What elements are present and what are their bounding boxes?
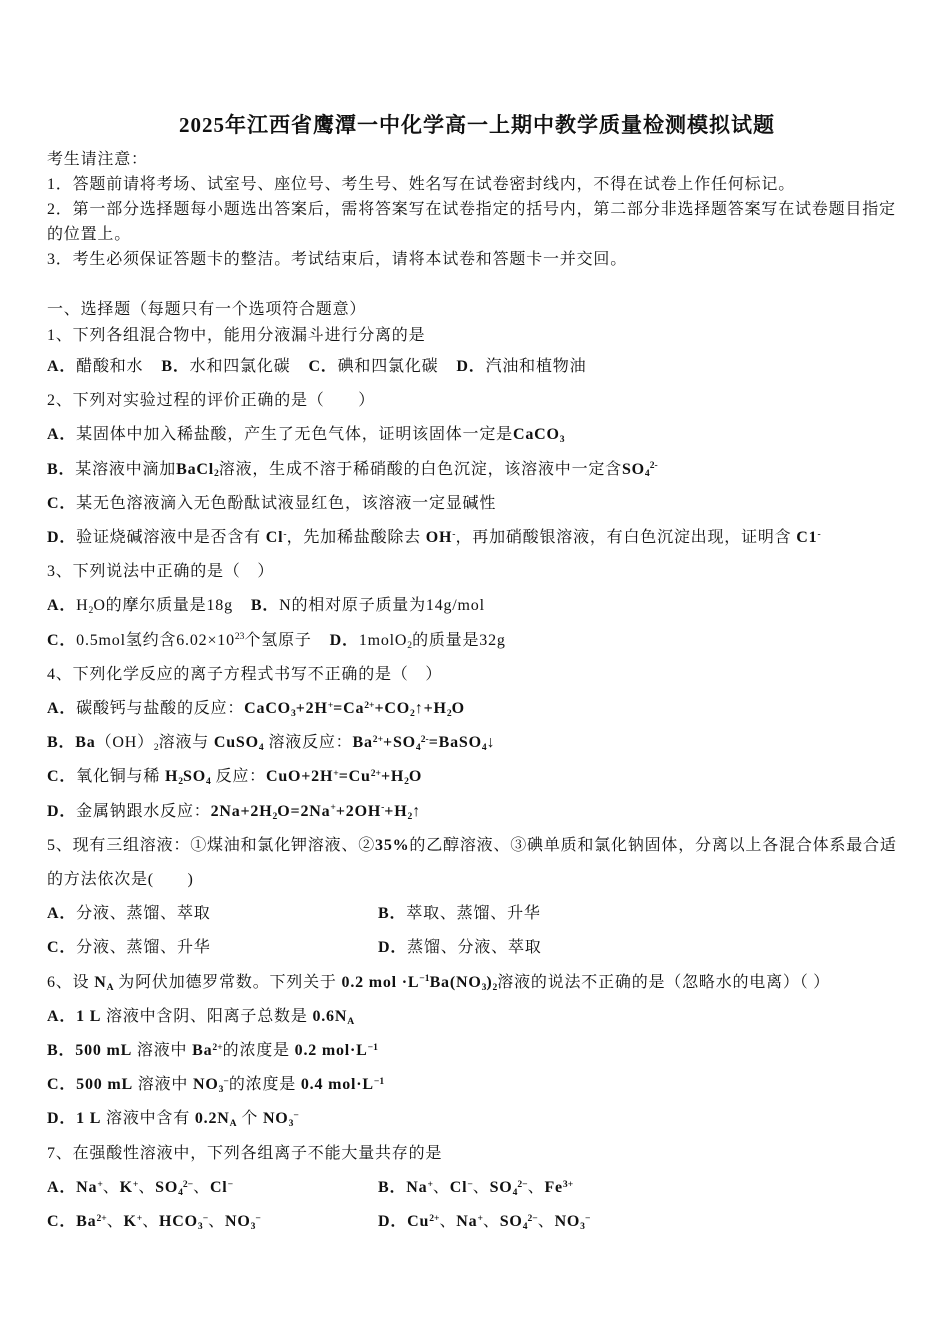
- superscript: 23: [234, 631, 245, 643]
- subscript: A: [229, 1118, 237, 1130]
- option-row: [47, 453, 907, 487]
- bold-run: K: [123, 1213, 137, 1231]
- superscript: 2+: [429, 1212, 440, 1224]
- question-stem: [47, 322, 907, 350]
- option-d: [378, 1205, 907, 1239]
- bold-run: C1: [796, 529, 818, 547]
- superscript: −: [467, 1178, 473, 1190]
- text-run: 蒸馏、分液、萃取: [407, 939, 542, 957]
- superscript: +: [330, 802, 336, 814]
- text-run: 、: [138, 1178, 156, 1196]
- superscript: +: [333, 768, 339, 780]
- text-run: 氧化铜与稀: [76, 768, 165, 786]
- option-row: [47, 1171, 907, 1205]
- option-d: [47, 1102, 299, 1136]
- notice-item: 3．考生必须保证答题卡的整洁。考试结束后，请将本试卷和答题卡一并交回。: [47, 251, 628, 268]
- text-run: 、: [439, 1213, 457, 1231]
- superscript: −: [202, 1212, 209, 1224]
- text-run: 7、在强酸性溶液中，下列各组离子不能大量共存的是: [47, 1144, 443, 1162]
- text-run: 4、下列化学反应的离子方程式书写不正确的是（ ）: [47, 665, 443, 683]
- option-a: [47, 350, 143, 384]
- bold-run: Fe: [544, 1178, 563, 1196]
- option-label: D．: [47, 529, 77, 547]
- superscript: +: [136, 1212, 143, 1224]
- superscript: 2−: [182, 1178, 194, 1190]
- subscript: 3: [481, 981, 487, 993]
- superscript: 2+: [372, 733, 384, 745]
- option-row: [47, 1068, 907, 1102]
- option-label: C．: [47, 939, 77, 957]
- text-run: 0.5mol氢约含6.02×10: [76, 631, 235, 649]
- subscript: 2: [88, 605, 94, 617]
- text-run: 溶液，生成不溶于稀硝酸的白色沉淀，该溶液中一定含: [218, 460, 622, 478]
- superscript: -: [817, 528, 821, 540]
- bold-run: Cl: [449, 1178, 468, 1196]
- superscript: 2−: [517, 1178, 528, 1190]
- option-label: C．: [47, 631, 77, 649]
- bold-run: 0.2 mol·L: [294, 1042, 368, 1060]
- text-run: 分液、蒸馏、升华: [76, 939, 211, 957]
- question-7: [47, 1137, 907, 1240]
- bold-run: SO: [621, 460, 645, 478]
- text-run: 的乙醇溶液、③碘单质和氯化钠固体，分离以上各混合体系最合适的方法依次是( ): [47, 836, 897, 889]
- superscript: −1: [367, 1041, 378, 1053]
- option-row: [47, 692, 907, 726]
- bold-run: 1 L: [76, 1007, 102, 1025]
- superscript: 2-: [420, 733, 429, 745]
- subscript: 4: [522, 1220, 528, 1232]
- bold-run: O: [451, 700, 465, 718]
- subscript: 2: [153, 742, 159, 754]
- text-run: 6、设: [47, 973, 95, 991]
- text-run: 5、现有三组溶液：①煤油和氯化钾溶液、②: [47, 836, 376, 854]
- option-c: [308, 350, 438, 384]
- superscript: 2+: [370, 768, 381, 780]
- exam-page: [47, 0, 907, 1239]
- question-stem: [47, 1137, 907, 1171]
- subscript: 3: [288, 1118, 294, 1130]
- subscript: 4: [512, 1186, 518, 1198]
- superscript: 2+: [212, 1041, 223, 1053]
- option-label: B．: [47, 460, 76, 478]
- subscript: 4: [205, 776, 211, 788]
- bold-run: +2OH: [335, 802, 382, 820]
- text-run: 醋酸和水: [76, 358, 144, 375]
- text-run: 溶液中: [132, 1076, 193, 1094]
- subscript: 2: [446, 707, 452, 719]
- superscript: 2−: [527, 1212, 538, 1224]
- subscript: 4: [415, 742, 421, 754]
- question-1: [47, 322, 907, 384]
- bold-run: K: [119, 1178, 133, 1196]
- subscript: 3: [218, 1084, 224, 1096]
- text-run: 验证烧碱溶液中是否含有: [76, 529, 266, 547]
- option-label: C．: [47, 768, 77, 786]
- text-run: 碘和四氯化碳: [337, 358, 439, 375]
- text-run: 、: [102, 1178, 120, 1196]
- text-run: 金属钠跟水反应：: [76, 802, 211, 820]
- option-row: [47, 1000, 907, 1034]
- bold-run: ↓: [486, 734, 496, 752]
- option-label: B．: [47, 1042, 76, 1060]
- option-label: A．: [47, 358, 77, 375]
- bold-run: Ba: [352, 734, 373, 752]
- superscript: −: [227, 1178, 234, 1190]
- option-a: [47, 897, 378, 931]
- notice-block: [47, 147, 899, 272]
- bold-run: Ba: [76, 1213, 97, 1231]
- text-run: （OH）: [95, 734, 154, 752]
- subscript: 3: [250, 1220, 256, 1232]
- text-run: 溶液与: [158, 734, 214, 752]
- option-row: [47, 897, 907, 931]
- bold-run: SO: [155, 1178, 179, 1196]
- option-label: B．: [161, 358, 190, 375]
- bold-run: 0.2 mol ·L: [341, 973, 420, 991]
- bold-run: Cu: [407, 1213, 430, 1231]
- subscript: 2: [213, 468, 219, 480]
- option-c: [47, 1068, 384, 1102]
- subscript: 4: [644, 468, 650, 480]
- superscript: −: [223, 1076, 229, 1087]
- bold-run: NO: [224, 1213, 251, 1231]
- superscript: −1: [419, 973, 430, 985]
- text-run: 、: [537, 1213, 555, 1231]
- text-run: 的浓度是: [222, 1042, 295, 1060]
- bold-run: +H: [384, 802, 408, 820]
- question-list: [47, 322, 907, 1239]
- section-heading: 一、选择题（每题只有一个选项符合题意）: [47, 301, 367, 318]
- bold-run: O=2Na: [277, 802, 331, 820]
- question-6: [47, 966, 907, 1137]
- option-b: [161, 350, 290, 384]
- text-run: ，再加硝酸银溶液，有白色沉淀出现，证明含: [455, 529, 797, 547]
- text-run: ，先加稀盐酸除去: [286, 529, 426, 547]
- bold-run: SO: [499, 1213, 523, 1231]
- bold-run: Na: [456, 1213, 478, 1231]
- bold-run: BaCl: [176, 460, 214, 478]
- superscript: −1: [373, 1076, 385, 1087]
- text-run: O的摩尔质量是18g: [93, 597, 233, 615]
- text-run: 反应：: [210, 768, 266, 786]
- text-run: 1、下列各组混合物中，能用分液漏斗进行分离的是: [47, 327, 426, 344]
- page-title: 2025年江西省鹰潭一中化学高一上期中教学质量检测模拟试题: [179, 113, 775, 137]
- option-d: [378, 931, 907, 965]
- text-run: 溶液反应：: [263, 734, 353, 752]
- option-d: [47, 521, 821, 555]
- bold-run: 500 mL: [76, 1076, 133, 1094]
- notice-item: 1．答题前请将考场、试室号、座位号、考生号、姓名写在试卷密封线内，不得在试卷上作任何标记。: [47, 176, 796, 193]
- question-stem: [47, 384, 907, 418]
- text-run: 、: [432, 1178, 450, 1196]
- option-b: [251, 589, 485, 623]
- subscript: 3: [580, 1220, 585, 1232]
- bold-run: NO: [554, 1213, 581, 1231]
- question-stem: [47, 966, 907, 1000]
- option-b: [47, 453, 658, 487]
- superscript: +: [327, 699, 334, 711]
- option-label: A．: [47, 905, 77, 923]
- superscript: -: [381, 802, 385, 814]
- option-a: [47, 1000, 354, 1034]
- text-run: 溶液中含有: [101, 1110, 195, 1128]
- subscript: 2: [407, 639, 413, 651]
- question-2: [47, 384, 907, 555]
- text-run: 某固体中加入稀盐酸，产生了无色气体，证明该固体一定是: [76, 426, 513, 444]
- option-d: [47, 795, 421, 829]
- text-run: 的浓度是: [228, 1076, 301, 1094]
- bold-run: CaCO: [512, 426, 560, 444]
- superscript: −: [584, 1212, 591, 1224]
- option-label: A．: [47, 597, 77, 615]
- option-label: A．: [47, 426, 77, 444]
- text-run: 溶液中含阴、阳离子总数是: [101, 1007, 313, 1025]
- text-run: 的质量是32g: [412, 631, 506, 649]
- bold-run: +H: [380, 768, 405, 786]
- option-label: B．: [378, 905, 407, 923]
- option-c: [47, 1205, 378, 1239]
- bold-run: Na: [76, 1178, 98, 1196]
- subscript: 4: [481, 742, 487, 754]
- option-label: D．: [378, 1213, 408, 1231]
- subscript: 2: [272, 810, 278, 822]
- option-label: B．: [378, 1178, 407, 1196]
- text-run: 碳酸钙与盐酸的反应：: [76, 700, 245, 718]
- option-c: [47, 931, 378, 965]
- subscript: A: [347, 1015, 355, 1027]
- option-row: [47, 726, 907, 760]
- superscript: 2+: [364, 699, 375, 711]
- text-run: 、: [193, 1178, 210, 1196]
- superscript: +: [97, 1178, 103, 1190]
- bold-run: =Cu: [338, 768, 371, 786]
- superscript: 2-: [649, 460, 658, 472]
- bold-run: CaCO: [244, 700, 291, 718]
- question-4: [47, 658, 907, 829]
- option-label: B．: [47, 734, 76, 752]
- question-3: [47, 555, 907, 658]
- text-run: 个氢原子: [244, 631, 312, 649]
- option-label: D．: [456, 358, 486, 375]
- bold-run: Ba: [75, 734, 96, 752]
- bold-run: SO: [183, 768, 206, 786]
- bold-run: CuSO: [213, 734, 259, 752]
- option-label: A．: [47, 700, 77, 718]
- option-label: B．: [250, 597, 280, 615]
- text-run: 汽油和植物油: [485, 358, 587, 375]
- text-run: 个: [236, 1110, 263, 1128]
- subscript: 2: [407, 810, 413, 822]
- bold-run: CuO+2H: [265, 768, 334, 786]
- bold-run: H: [164, 768, 179, 786]
- option-row: [47, 624, 907, 658]
- option-label: D．: [47, 1110, 77, 1128]
- text-run: 3、下列说法中正确的是（ ）: [47, 563, 275, 581]
- text-run: 、: [208, 1213, 225, 1231]
- superscript: -: [283, 528, 287, 540]
- text-run: 萃取、蒸馏、升华: [406, 905, 541, 923]
- subscript: 3: [559, 434, 565, 446]
- option-c: [47, 624, 312, 658]
- option-label: C．: [47, 494, 77, 512]
- option-label: C．: [308, 358, 338, 375]
- option-label: C．: [47, 1076, 77, 1094]
- bold-run: ↑: [412, 802, 422, 820]
- option-row: [47, 795, 907, 829]
- text-run: 某溶液中滴加: [75, 460, 177, 478]
- bold-run: ↑+H: [414, 700, 447, 718]
- bold-run: +SO: [383, 734, 416, 752]
- option-row: [47, 1034, 907, 1068]
- text-run: 、: [472, 1178, 490, 1196]
- bold-run: O: [408, 768, 423, 786]
- bold-run: NO: [262, 1110, 289, 1128]
- text-run: 、: [482, 1213, 500, 1231]
- subscript: 3: [290, 707, 296, 719]
- text-run: 水和四氯化碳: [189, 358, 291, 375]
- option-row: [47, 350, 907, 384]
- bold-run: 1 L: [76, 1110, 102, 1128]
- superscript: +: [427, 1178, 433, 1190]
- bold-run: Ba: [192, 1042, 213, 1060]
- subscript: A: [106, 981, 114, 993]
- option-b: [47, 726, 495, 760]
- bold-run: OH: [425, 529, 453, 547]
- option-label: D．: [47, 802, 77, 820]
- text-run: 1molO: [358, 631, 408, 649]
- option-b: [378, 897, 907, 931]
- option-row: [47, 418, 907, 452]
- subscript: 2: [178, 776, 184, 788]
- question-stem: [47, 829, 907, 897]
- bold-run: ): [486, 973, 493, 991]
- notice-header: 考生请注意：: [47, 151, 148, 168]
- superscript: −: [293, 1110, 299, 1122]
- option-a: [47, 692, 465, 726]
- subscript: 2: [404, 776, 409, 788]
- superscript: 3+: [562, 1178, 574, 1190]
- text-run: 某无色溶液滴入无色酚酞试液显红色，该溶液一定显碱性: [76, 494, 497, 512]
- option-label: D．: [378, 939, 408, 957]
- option-d: [330, 624, 506, 658]
- text-run: 、: [527, 1178, 545, 1196]
- text-run: H: [76, 597, 89, 615]
- superscript: +: [477, 1212, 483, 1224]
- text-run: N的相对原子质量为14g/mol: [279, 597, 485, 615]
- bold-run: NO: [192, 1076, 219, 1094]
- option-label: C．: [47, 1213, 77, 1231]
- option-row: [47, 1205, 907, 1239]
- bold-run: 0.6N: [312, 1007, 348, 1025]
- text-run: 溶液的说法不正确的是（忽略水的电离）（ ）: [497, 973, 831, 991]
- subscript: 4: [258, 742, 264, 754]
- text-run: 、: [106, 1213, 124, 1231]
- option-row: [47, 931, 907, 965]
- text-run: 为阿伏加德罗常数。下列关于: [113, 973, 342, 991]
- text-run: 、: [142, 1213, 160, 1231]
- option-label: A．: [47, 1007, 77, 1025]
- bold-run: 2Na+2H: [210, 802, 273, 820]
- bold-run: N: [94, 973, 107, 991]
- text-run: 分液、蒸馏、萃取: [76, 905, 211, 923]
- option-a: [47, 418, 565, 452]
- bold-run: 0.4 mol·L: [300, 1076, 374, 1094]
- subscript: 3: [197, 1220, 203, 1232]
- option-row: [47, 760, 907, 794]
- bold-run: HCO: [159, 1213, 198, 1231]
- option-label: D．: [329, 631, 359, 649]
- option-row: [47, 589, 907, 623]
- superscript: −: [255, 1212, 261, 1224]
- option-d: [456, 350, 586, 384]
- option-row: [47, 1102, 907, 1136]
- option-a: [47, 1171, 378, 1205]
- superscript: 2+: [96, 1212, 107, 1224]
- bold-run: Ba(NO: [429, 973, 482, 991]
- option-b: [47, 1034, 378, 1068]
- option-c: [47, 487, 496, 521]
- bold-run: 35%: [375, 836, 410, 854]
- text-run: 溶液中: [132, 1042, 193, 1060]
- option-a: [47, 589, 233, 623]
- text-run: 2、下列对实验过程的评价正确的是（ ）: [47, 392, 376, 410]
- question-stem: [47, 658, 907, 692]
- question-5: [47, 829, 907, 966]
- subscript: 4: [178, 1186, 183, 1198]
- option-row: [47, 487, 907, 521]
- option-c: [47, 760, 422, 794]
- option-label: A．: [47, 1178, 77, 1196]
- bold-run: =Ca: [333, 700, 365, 718]
- bold-run: +2H: [295, 700, 328, 718]
- bold-run: Na: [406, 1178, 428, 1196]
- superscript: +: [132, 1178, 139, 1190]
- question-stem: [47, 555, 907, 589]
- bold-run: +CO: [374, 700, 411, 718]
- option-b: [378, 1171, 907, 1205]
- option-row: [47, 521, 907, 555]
- bold-run: Cl: [209, 1178, 228, 1196]
- bold-run: 0.2N: [194, 1110, 230, 1128]
- subscript: 2: [492, 981, 498, 993]
- notice-item: 2．第一部分选择题每小题选出答案后，需将答案写在试卷指定的括号内，第二部分非选择题答案写在试卷题目指定的位置上。: [47, 201, 896, 243]
- subscript: 2: [410, 707, 415, 719]
- bold-run: 500 mL: [75, 1042, 133, 1060]
- bold-run: SO: [489, 1178, 513, 1196]
- bold-run: Cl: [265, 529, 284, 547]
- bold-run: =BaSO: [428, 734, 482, 752]
- superscript: -: [452, 528, 456, 540]
